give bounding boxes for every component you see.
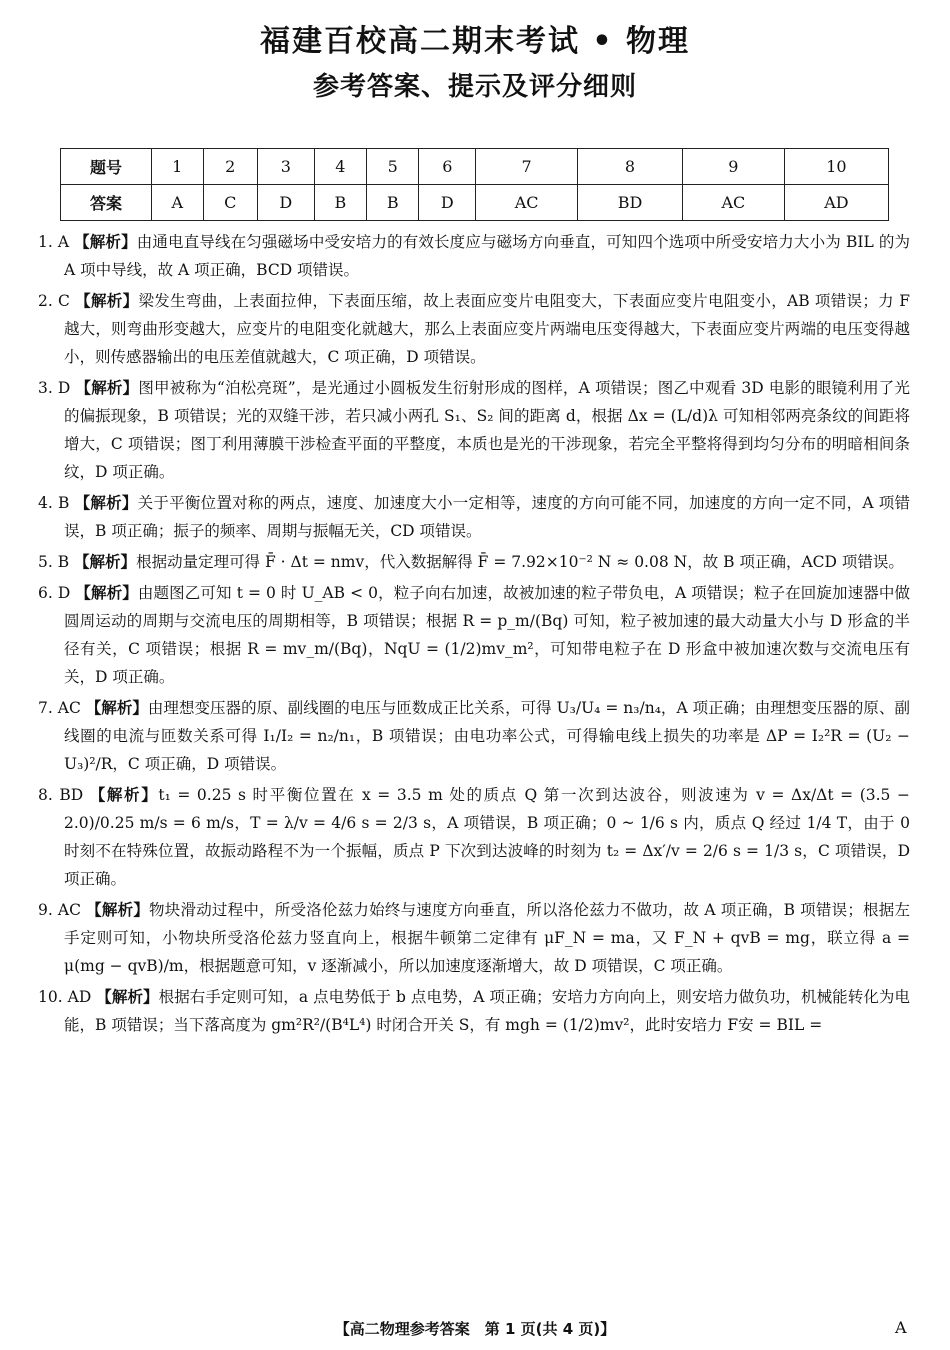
answer-cell: AC: [476, 185, 578, 221]
number-row: [61, 149, 889, 185]
list-item: 8. BD 【解析】t₁ = 0.25 s 时平衡位置在 x = 3.5 m 处的质点 Q 第一次到达波谷，则波速为 v = Δx/Δt = (3.5 − 2.0)/0.25 m/s = 6 m/s，T = λ/v = 4/6 s = 2/3 s，A 项错误，B 项正确；0 ~ 1/6 s 内，质点 Q 经过 1/4 T，由于 0 时刻不在特殊位置，故振动路程不为一个振幅，质点 P 下次到达波峰的时刻为 t₂ = Δx′/v = 2/6 s = 1/3 s，C 项错误，D 项正确。: [38, 786, 910, 888]
answer-cell: D: [419, 185, 476, 221]
explanation-list: [38, 228, 910, 1039]
question-number: 7: [476, 149, 578, 185]
question-number: 1: [152, 149, 204, 185]
question-number: 9: [683, 149, 785, 185]
list-item: 4. B 【解析】关于平衡位置对称的两点，速度、加速度大小一定相等，速度的方向可能不同，加速度的方向一定不同，A 项错误，B 项正确；振子的频率、周期与振幅无关，CD 项错误。: [38, 494, 910, 540]
version-mark: A: [895, 1318, 907, 1337]
answer-table: [60, 148, 889, 221]
list-item: 3. D 【解析】图甲被称为“泊松亮斑”，是光通过小圆板发生衍射形成的图样，A 项错误；图乙中观看 3D 电影的眼镜利用了光的偏振现象，B 项错误；光的双缝干涉，若只减小两孔 S₁、S₂ 间的距离 d，根据 Δx = (L/d)λ 可知相邻两亮条纹的间距将增大，C 项错误；图丁利用薄膜干涉检查平面的平整度，本质也是光的干涉现象，若完全平整将得到均匀分布的明暗相间条纹，D 项正确。: [38, 379, 910, 481]
answer-row: [61, 185, 889, 221]
answer-cell: B: [367, 185, 419, 221]
row-label-answer: 答案: [61, 185, 152, 221]
list-item: 10. AD 【解析】根据右手定则可知，a 点电势低于 b 点电势，A 项正确；安培力方向向上，则安培力做负功，机械能转化为电能，B 项错误；当下落高度为 gm²R²/(B⁴L⁴) 时闭合开关 S，有 mgh = (1/2)mv²，此时安培力 F安 = BIL =: [38, 988, 910, 1034]
list-item: 1. A 【解析】由通电直导线在匀强磁场中受安培力的有效长度应与磁场方向垂直，可知四个选项中所受安培力大小为 BIL 的为 A 项中导线，故 A 项正确，BCD 项错误。: [38, 233, 910, 279]
page-title: 福建百校高二期末考试 • 物理: [259, 24, 691, 59]
list-item: 2. C 【解析】梁发生弯曲，上表面拉伸，下表面压缩，故上表面应变片电阻变大，下表面应变片电阻变小，AB 项错误；力 F 越大，则弯曲形变越大，应变片的电阻变化就越大，那么上表面应变片两端电压变得越大，下表面应变片两端的电压变得越小，则传感器输出的电压差值就越大，C 项正确，D 项错误。: [38, 292, 910, 366]
question-number: 8: [577, 149, 682, 185]
question-number: 4: [314, 149, 366, 185]
row-label-number: 题号: [61, 149, 152, 185]
list-item: 9. AC 【解析】物块滑动过程中，所受洛伦兹力始终与速度方向垂直，所以洛伦兹力不做功，故 A 项正确，B 项错误；根据左手定则可知，小物块所受洛伦兹力竖直向上，根据牛顿第二定律有 μF_N = ma，又 F_N + qvB = mg，联立得 a = μ(mg − qvB)/m，根据题意可知，v 逐渐减小，所以加速度逐渐增大，故 D 项错误，C 项正确。: [38, 901, 910, 975]
question-number: 5: [367, 149, 419, 185]
answer-cell: AC: [683, 185, 785, 221]
list-item: 5. B 【解析】根据动量定理可得 F̄ · Δt = nmv，代入数据解得 F̄ = 7.92×10⁻² N ≈ 0.08 N，故 B 项正确，ACD 项错误。: [38, 553, 904, 571]
question-number: 2: [203, 149, 257, 185]
answer-cell: D: [257, 185, 314, 221]
page-subtitle: 参考答案、提示及评分细则: [312, 72, 637, 102]
answer-cell: C: [203, 185, 257, 221]
list-item: 6. D 【解析】由题图乙可知 t = 0 时 U_AB < 0，粒子向右加速，故被加速的粒子带负电，A 项错误；粒子在回旋加速器中做圆周运动的周期与交流电压的周期相等，B 项错误；根据 R = p_m/(Bq) 可知，粒子被加速的最大动量大小与 D 形盒的半径有关，C 项错误；根据 R = mv_m/(Bq)，NqU = (1/2)mv_m²，可知带电粒子在 D 形盒中被加速次数与交流电压有关，D 项正确。: [38, 584, 910, 686]
list-item: 7. AC 【解析】由理想变压器的原、副线圈的电压与匝数成正比关系，可得 U₃/U₄ = n₃/n₄，A 项正确；由理想变压器的原、副线圈的电流与匝数关系可得 I₁/I₂ = n₂/n₁，B 项错误；由电功率公式，可得输电线上损失的功率是 ΔP = I₂²R = (U₂ − U₃)²/R，C 项正确，D 项错误。: [38, 699, 910, 773]
answer-cell: A: [152, 185, 204, 221]
answer-cell: BD: [577, 185, 682, 221]
question-number: 10: [784, 149, 888, 185]
page-footer: 【高二物理参考答案 第 1 页(共 4 页)】: [334, 1320, 616, 1338]
question-number: 6: [419, 149, 476, 185]
answer-cell: B: [314, 185, 366, 221]
answer-cell: AD: [784, 185, 888, 221]
question-number: 3: [257, 149, 314, 185]
